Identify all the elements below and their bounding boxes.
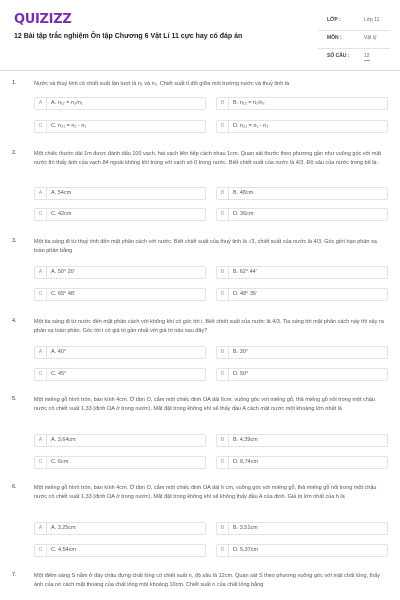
question-text: Một miếng gỗ hình tròn, bán kính 4cm. Ở tâm O, cắm một chiếc đinh OA dài h cm, vuông góc với miếng gỗ, thả miếng gỗ nổi trong một chậu nước có chiết suất 1,33 (đinh OA ở trong nước). Mắt đặt trong không khí sẽ không thấy đầu A của đinh. Giá trị lớn nhất của h là (34, 485, 377, 500)
question-text: Một miếng gỗ hình tròn, bán kính 4cm. Ở tâm O, cắm một chiếc đinh OA dài 6cm, vuông góc với miếng gỗ, thả miếng gỗ nổi trong một chậu nước có chiết suất 1,33 (đinh OA ở trong nước). Mắt đặt trong không khí sẽ thấy đầu A cách mặt nước một khoảng lớn nhất là (34, 397, 375, 412)
option-text: A. 50° 20' (51, 269, 75, 275)
meta-count-key: SỐ CÂU : (327, 53, 350, 59)
option-letter: C (35, 457, 47, 468)
option-b[interactable] (216, 187, 388, 200)
option-a[interactable] (34, 434, 206, 447)
meta-count-value: 12 (364, 53, 370, 59)
meta-class-key: LỚP : (327, 17, 341, 23)
option-letter: A (35, 98, 47, 109)
option-letter: C (35, 209, 47, 220)
option-letter: B (217, 435, 229, 446)
option-text: C. 45° (51, 371, 67, 377)
option-a[interactable] (34, 522, 206, 535)
worksheet-header (0, 0, 400, 66)
option-c[interactable] (34, 288, 206, 301)
option-letter: D (217, 121, 229, 132)
option-text: B. 4,39cm (233, 437, 258, 443)
option-text: B. 62° 44' (233, 269, 257, 275)
option-letter: C (35, 289, 47, 300)
option-letter: D (217, 545, 229, 556)
option-letter: D (217, 209, 229, 220)
question-number: 4. (12, 318, 17, 324)
option-letter: C (35, 545, 47, 556)
worksheet-title: 12 Bài tập trắc nghiệm Ôn tập Chương 6 Vật Lí 11 cực hay có đáp án (14, 33, 243, 40)
question-text: Một chiếc thước dài 1m được đánh dấu 100 vạch, hai vạch liên tiếp cách nhau 1cm. Quan sát thước theo phương gần như vuông góc với mặt nước thì thấy ảnh của vạch 84 ngoài không khí trùng với vạch số 0 trong nước. Biết chiết suất của nước là 4/3. Độ sâu của nước trong bể là: (34, 151, 382, 166)
option-c[interactable] (34, 208, 206, 221)
option-letter: A (35, 435, 47, 446)
option-text: C. n₂₁ = n₂ - n₁ (51, 123, 87, 129)
question-number: 6. (12, 484, 17, 490)
option-text: B. 3,51cm (233, 525, 258, 531)
option-text: A. 40° (51, 349, 67, 355)
option-letter: D (217, 457, 229, 468)
option-d[interactable] (216, 288, 388, 301)
option-b[interactable] (216, 266, 388, 279)
option-text: A. 3,25cm (51, 525, 76, 531)
option-letter: A (35, 523, 47, 534)
option-text: A. 3,64cm (51, 437, 76, 443)
question-7 (0, 572, 400, 600)
option-d[interactable] (216, 368, 388, 381)
option-a[interactable] (34, 266, 206, 279)
question-number: 3. (12, 238, 17, 244)
header-divider (0, 70, 400, 71)
option-letter: B (217, 267, 229, 278)
option-text: B. 30° (233, 349, 249, 355)
question-text: Một tia sáng đi từ nước đến mặt phân cách với không khí có góc tới i. Biết chiết suất của nước là 4/3. Tia sáng tới mặt phân cách này thì xảy ra phản xạ toàn phần. Góc tới i có giá trị gần nhất với giá trị nào sau đây? (34, 319, 384, 334)
option-a[interactable] (34, 346, 206, 359)
meta-subject-key: MÔN : (327, 35, 342, 41)
option-c[interactable] (34, 456, 206, 469)
question-text: Một tia sáng đi từ thuỷ tinh đến mặt phân cách với nước. Biết chiết suất của thuỷ tinh là √3, chiết suất của nước là 4/3. Góc giới hạn phản xạ toàn phần bằng (34, 239, 377, 254)
option-text: A. n₁₂ = n₂/n₁ (51, 100, 83, 106)
option-d[interactable] (216, 120, 388, 133)
option-letter: A (35, 267, 47, 278)
option-letter: C (35, 369, 47, 380)
option-b[interactable] (216, 434, 388, 447)
option-a[interactable] (34, 187, 206, 200)
option-text: C. 6cm (51, 459, 69, 465)
option-letter: B (217, 523, 229, 534)
option-text: C. 65° 48' (51, 291, 76, 297)
option-letter: A (35, 347, 47, 358)
option-text: D. n₂₁ = n₁ - n₂ (233, 123, 269, 129)
option-c[interactable] (34, 120, 206, 133)
meta-subject-value: Vật lý (364, 35, 377, 41)
option-letter: B (217, 98, 229, 109)
option-d[interactable] (216, 544, 388, 557)
question-number: 2. (12, 150, 17, 156)
option-letter: D (217, 289, 229, 300)
option-text: A. 54cm (51, 190, 72, 196)
option-d[interactable] (216, 208, 388, 221)
option-b[interactable] (216, 346, 388, 359)
option-text: D. 5,37cm (233, 547, 259, 553)
meta-class (318, 12, 390, 31)
option-d[interactable] (216, 456, 388, 469)
question-number: 1. (12, 80, 17, 86)
option-text: B. 48cm (233, 190, 254, 196)
option-letter: D (217, 369, 229, 380)
quizizz-logo: QUIZIZZ (14, 12, 72, 27)
option-text: B. n₁₂ = n₁/n₂ (233, 100, 265, 106)
option-text: D. 50° (233, 371, 249, 377)
option-b[interactable] (216, 97, 388, 110)
question-text: Nước và thuỷ tinh có chiết suất lần lượt là n₁ và n₂. Chiết suất tỉ đối giữa môi trường nước và thuỷ tinh là (34, 81, 290, 87)
option-text: D. 36cm (233, 211, 254, 217)
question-text: Một điểm sáng S nằm ở đáy chậu đựng chất lỏng có chiết suất n, độ sâu là 12cm. Quan sát S theo phương vuông góc với mặt chất lỏng, thấy ảnh của nó cách mặt thoáng của chất lỏng một khoảng 10cm. Chiết suất n của chất lỏng bằng (34, 573, 380, 588)
option-c[interactable] (34, 544, 206, 557)
option-b[interactable] (216, 522, 388, 535)
meta-count (318, 48, 390, 66)
option-letter: B (217, 347, 229, 358)
option-text: D. 48° 35' (233, 291, 258, 297)
option-a[interactable] (34, 97, 206, 110)
option-text: D. 8,74cm (233, 459, 259, 465)
option-text: C. 42cm (51, 211, 72, 217)
question-number: 7. (12, 572, 17, 578)
question-number: 5. (12, 396, 17, 402)
option-letter: B (217, 188, 229, 199)
meta-subject (318, 30, 390, 49)
option-text: C. 4,54cm (51, 547, 77, 553)
option-letter: C (35, 121, 47, 132)
option-letter: A (35, 188, 47, 199)
meta-class-value: Lớp 11 (364, 17, 380, 23)
option-c[interactable] (34, 368, 206, 381)
